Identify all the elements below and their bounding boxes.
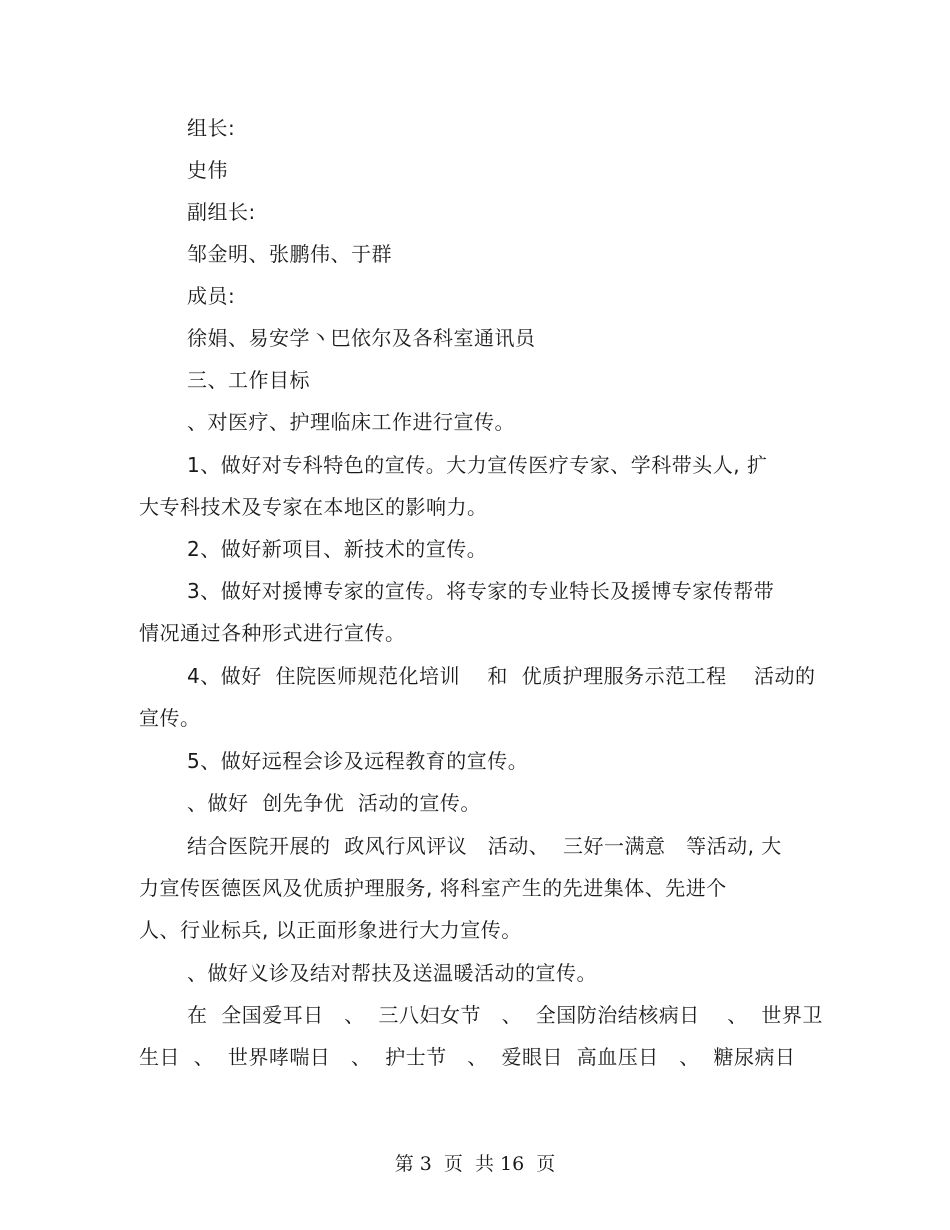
page-number-footer: 第 3 页 共 16 页: [394, 1153, 556, 1175]
text-line: 、做好义诊及结对帮扶及送温暖活动的宣传。: [187, 961, 597, 985]
text-line: 宣传。: [139, 706, 201, 730]
text-line: 、做好 创先争优 活动的宣传。: [187, 791, 481, 815]
text-line: 副组长:: [187, 200, 256, 224]
text-line: 情况通过各种形式进行宣传。: [139, 621, 406, 645]
text-line: 结合医院开展的 政风行风评议 活动、 三好一满意 等活动, 大: [187, 834, 782, 858]
text-line: 徐娟、易安学丶巴依尔及各科室通讯员: [187, 326, 536, 350]
text-line: 人、行业标兵, 以正面形象进行大力宣传。: [139, 918, 522, 942]
text-line: 5、做好远程会诊及远程教育的宣传。: [187, 749, 529, 773]
text-line: 组长:: [187, 116, 236, 140]
text-line: 1、做好对专科特色的宣传。大力宣传医疗专家、学科带头人, 扩: [187, 453, 768, 477]
text-line: 3、做好对援博专家的宣传。将专家的专业特长及援博专家传帮带: [187, 579, 775, 603]
text-line: 成员:: [187, 284, 236, 308]
text-line: 大专科技术及专家在本地区的影响力。: [139, 495, 488, 519]
text-line: 邹金明、张鹏伟、于群: [187, 242, 392, 266]
text-line: 史伟: [187, 158, 228, 182]
text-line: 、对医疗、护理临床工作进行宣传。: [187, 410, 515, 434]
section-heading: 三、工作目标: [187, 368, 310, 392]
text-line: 2、做好新项目、新技术的宣传。: [187, 537, 488, 561]
text-line: 在 全国爱耳日 、 三八妇女节 、 全国防治结核病日 、 世界卫: [187, 1003, 823, 1027]
text-line: 生日 、 世界哮喘日 、 护士节 、 爱眼日 高血压日 、 糖尿病日: [139, 1045, 796, 1069]
text-line: 力宣传医德医风及优质护理服务, 将科室产生的先进集体、先进个: [139, 876, 727, 900]
text-line: 4、做好 住院医师规范化培训 和 优质护理服务示范工程 活动的: [187, 664, 816, 688]
